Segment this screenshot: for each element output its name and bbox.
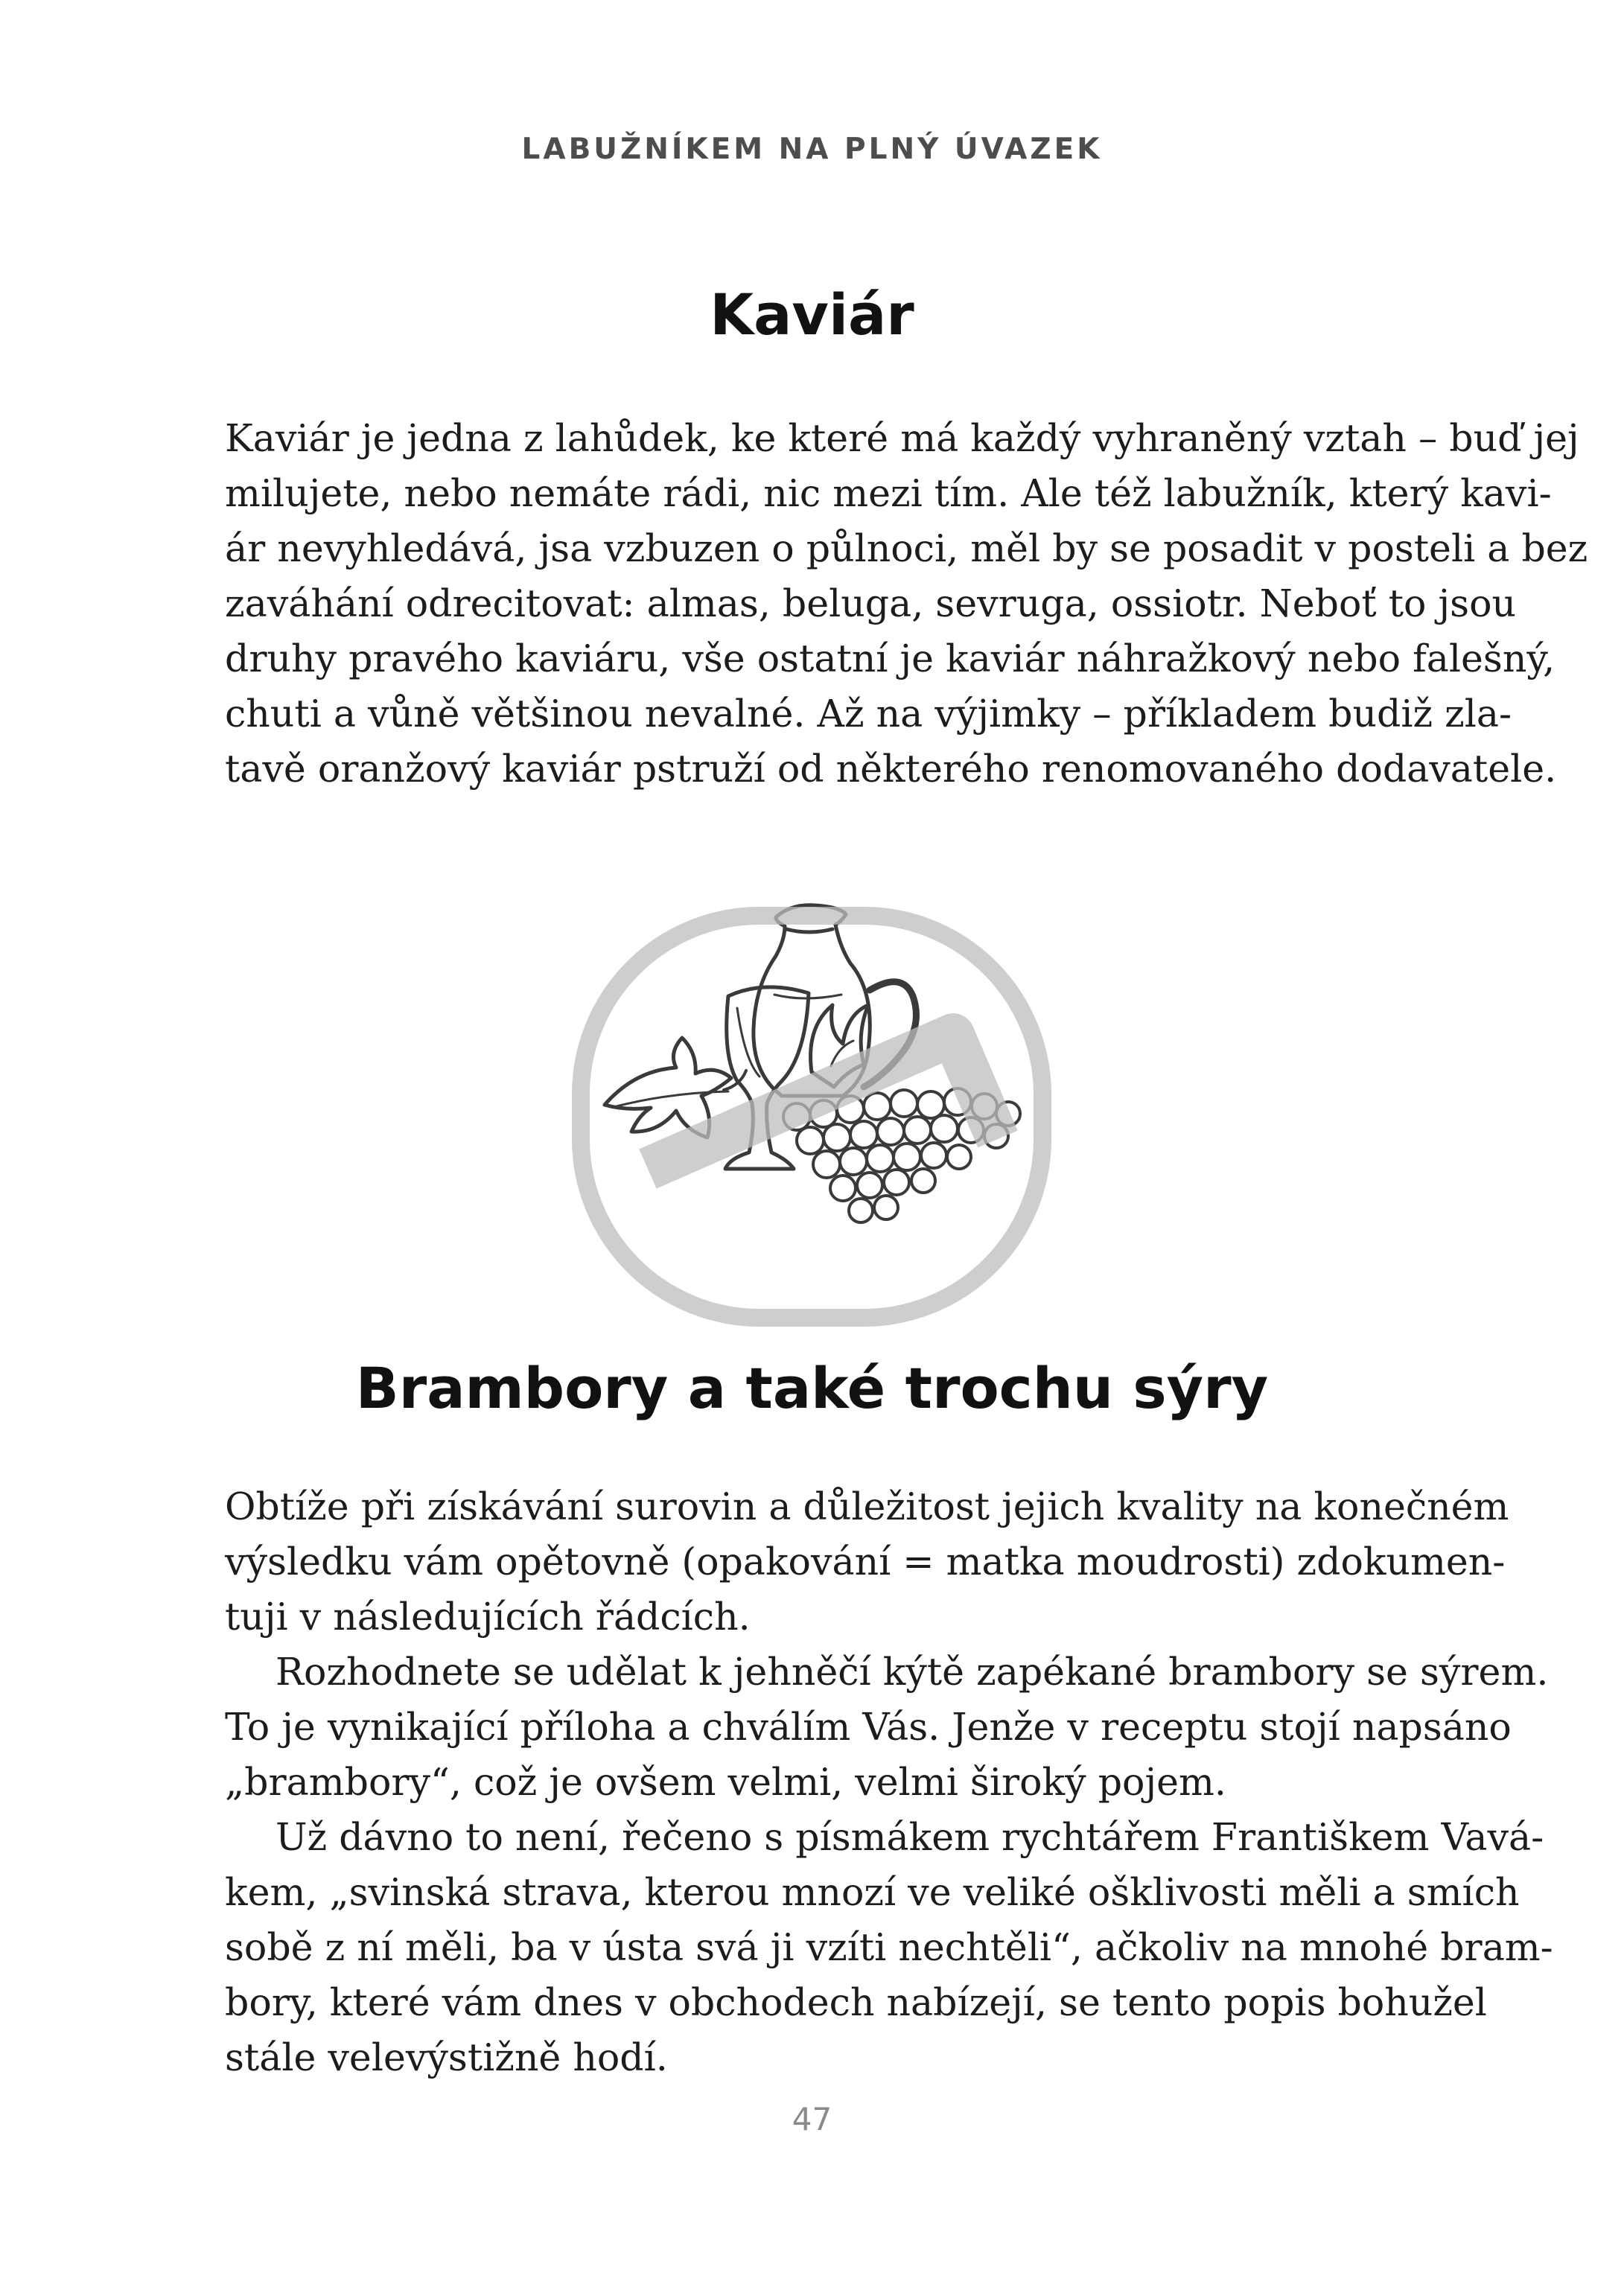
publisher-watermark-icon: [581, 916, 1042, 1318]
text-line: zaváhání odrecitovat: almas, beluga, sevruga, ossiotr. Neboť to jsou: [225, 581, 1517, 625]
text-line: Už dávno to není, řečeno s písmákem rychtářem Františkem Vavá-: [276, 1815, 1544, 1859]
text-line: chuti a vůně většinou nevalné. Až na výjimky – příkladem budiž zla-: [225, 692, 1512, 736]
text-line: Kaviár je jedna z lahůdek, ke které má každý vyhraněný vztah – buď jej: [225, 416, 1579, 460]
still-life-illustration: [551, 849, 1072, 1333]
page-number: 47: [792, 2101, 832, 2137]
text-line: bory, které vám dnes v obchodech nabízejí, se tento popis bohužel: [225, 1980, 1487, 2024]
section-body-kaviar: [225, 411, 1588, 797]
text-line: Obtíže při získávání surovin a důležitost jejich kvality na konečném: [225, 1485, 1509, 1528]
section-title-brambory: Brambory a také trochu sýry: [355, 1355, 1269, 1421]
text-line: kem, „svinská strava, kterou mnozí ve veliké ošklivosti měli a smích: [225, 1870, 1520, 1914]
running-head: LABUŽNÍKEM NA PLNÝ ÚVAZEK: [521, 133, 1103, 166]
text-line: druhy pravého kaviáru, vše ostatní je kaviár náhražkový nebo falešný,: [225, 637, 1555, 680]
text-line: výsledku vám opětovně (opakování = matka moudrosti) zdokumen-: [225, 1540, 1506, 1584]
text-line: „brambory“, což je ovšem velmi, velmi široký pojem.: [225, 1760, 1226, 1804]
text-line: milujete, nebo nemáte rádi, nic mezi tím. Ale též labužník, který kavi-: [225, 471, 1552, 515]
text-line: ár nevyhledává, jsa vzbuzen o půlnoci, měl by se posadit v posteli a bez: [225, 526, 1588, 570]
text-line: stále velevýstižně hodí.: [225, 2035, 668, 2079]
text-line: Rozhodnete se udělat k jehněčí kýtě zapékané brambory se sýrem.: [276, 1650, 1549, 1694]
text-line: sobě z ní měli, ba v ústa svá ji vzíti nechtěli“, ačkoliv na mnohé bram-: [225, 1925, 1553, 1969]
text-line: To je vynikající příloha a chválím Vás. Jenže v receptu stojí napsáno: [225, 1705, 1512, 1749]
text-line: tuji v následujících řádcích.: [225, 1595, 751, 1639]
text-line: tavě oranžový kaviár pstruží od některého renomovaného dodavatele.: [225, 747, 1557, 791]
section-body-brambory: [225, 1479, 1553, 2085]
section-title-kaviar: Kaviár: [710, 281, 914, 348]
